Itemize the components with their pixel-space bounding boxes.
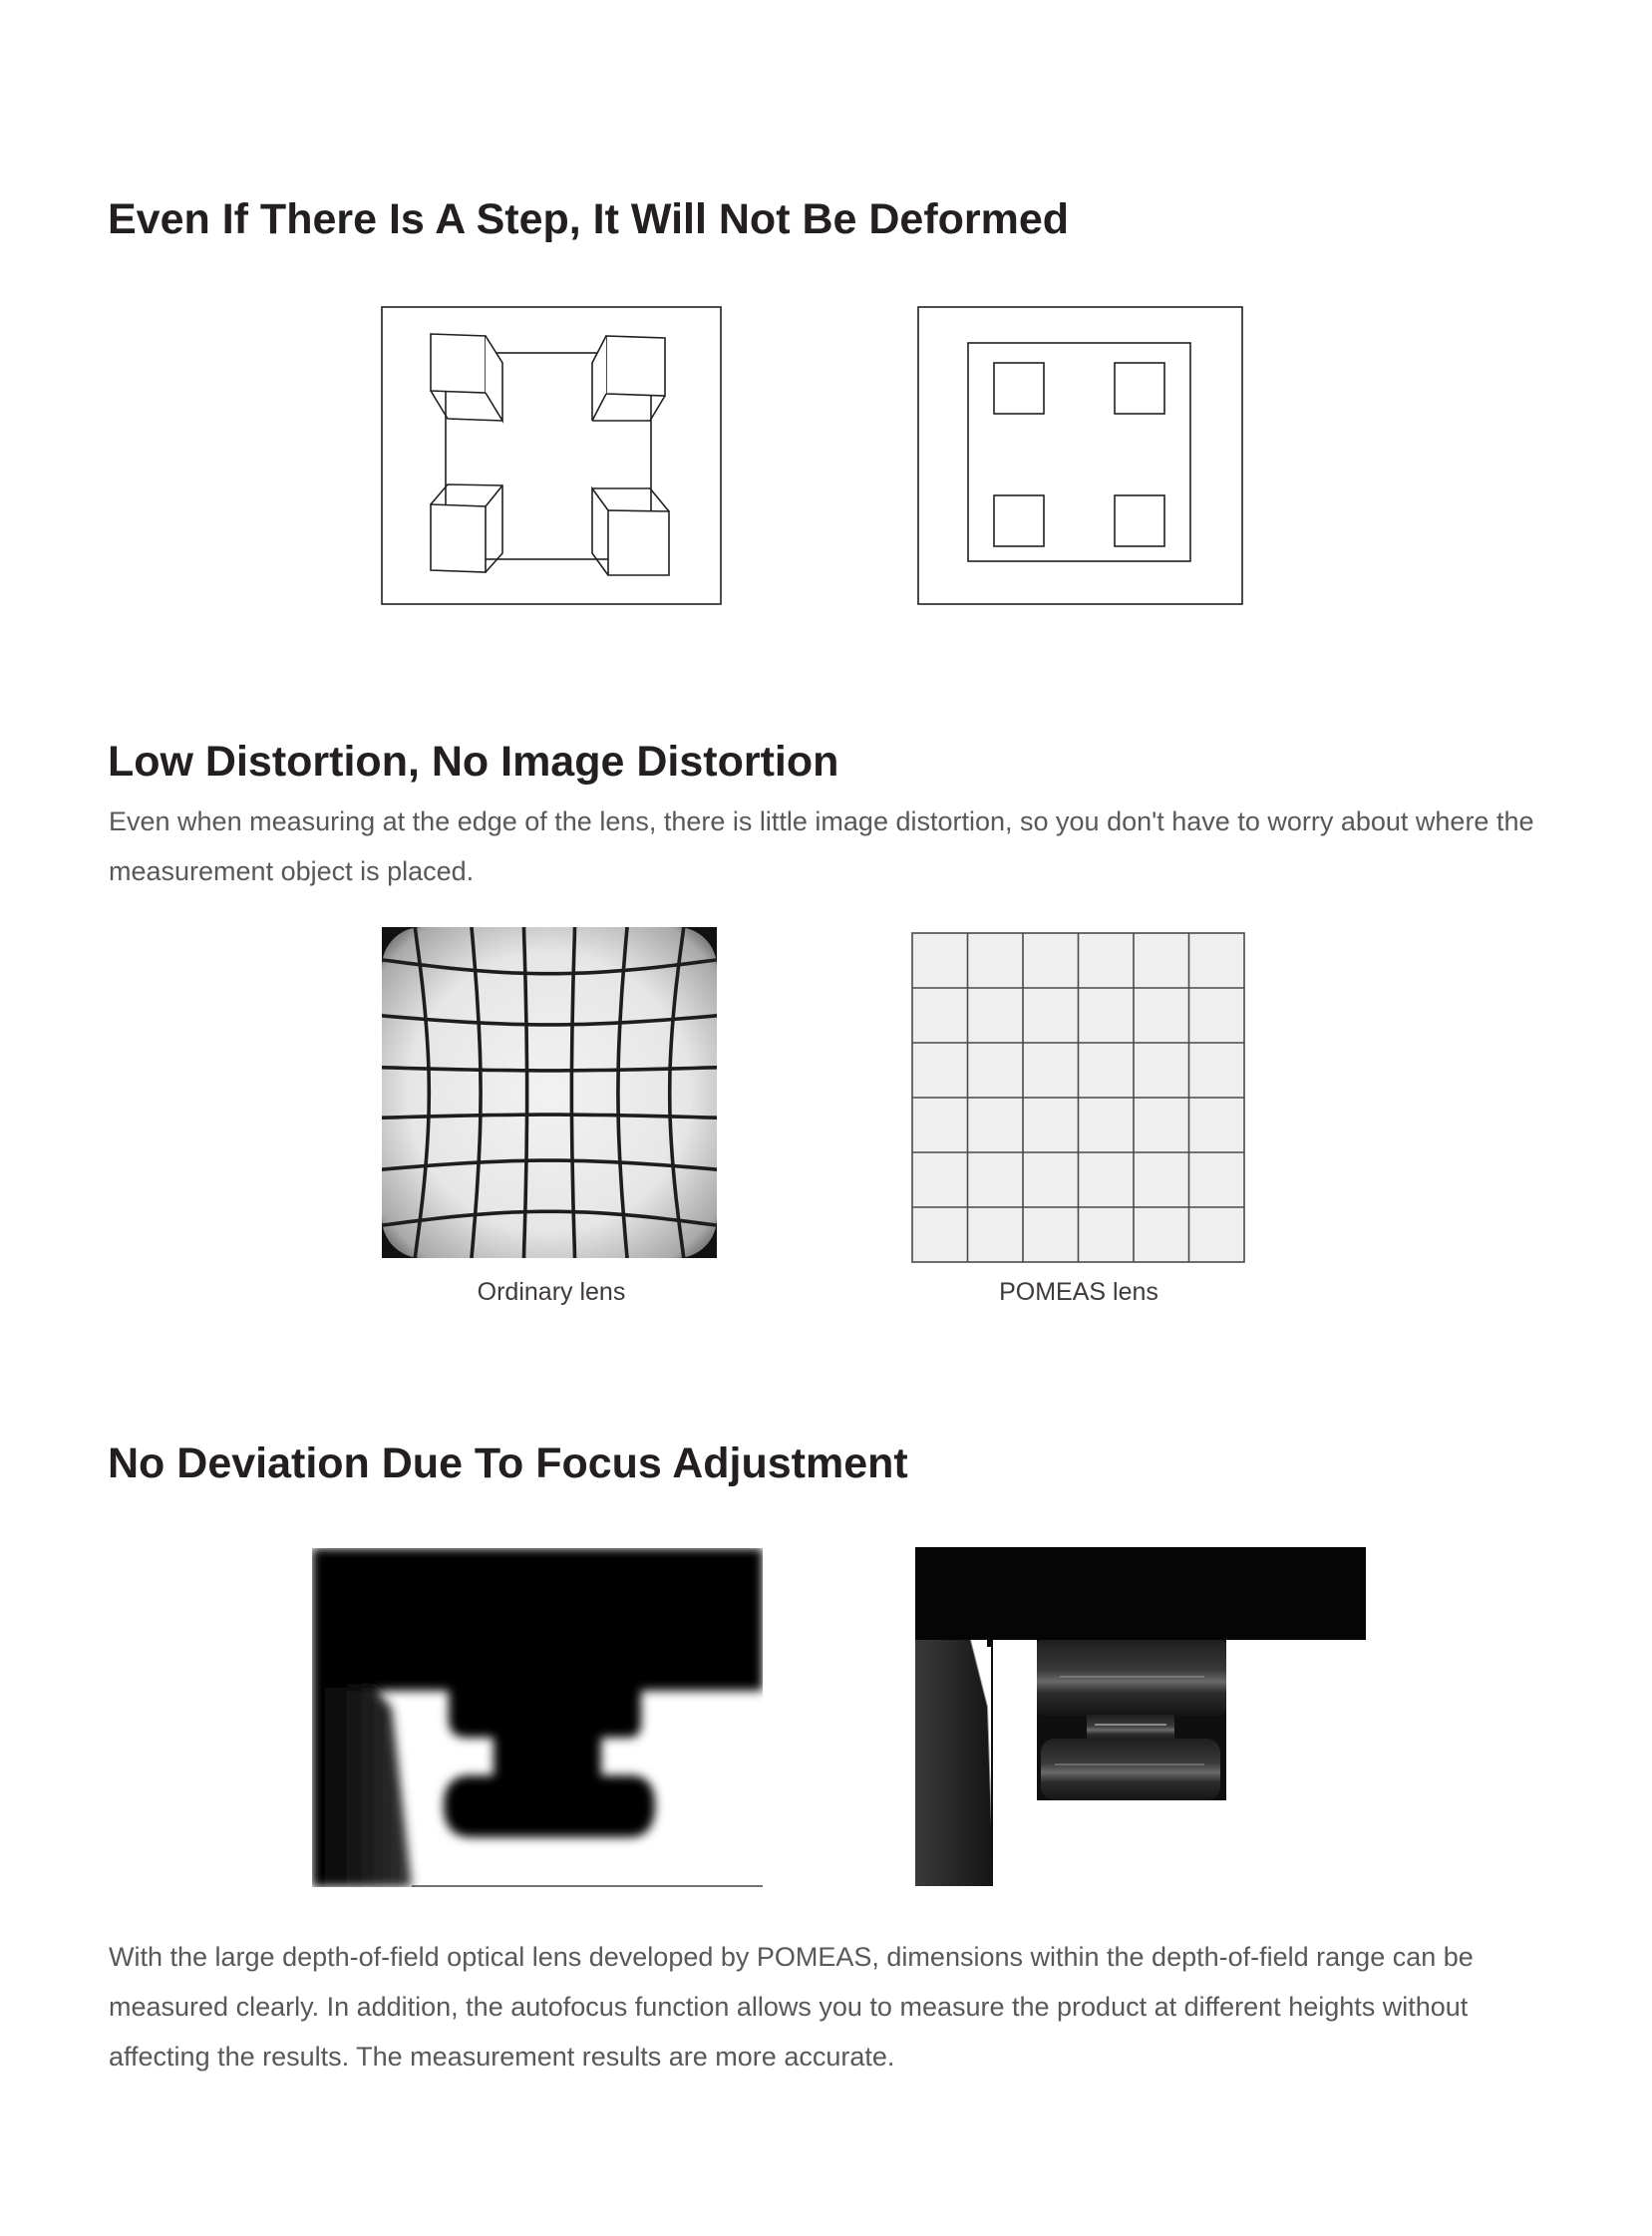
distortion-description: Even when measuring at the edge of the lens, there is little image distortion, so you don't have to worry about where the measurement object is placed. <box>109 806 1534 886</box>
focus-description: With the large depth-of-field optical lens developed by POMEAS, dimensions within the depth-of-field range can be measured clearly. In addition, the autofocus function allows you to measure the product at different heights without affecting the results. The measurement results are more accurate. <box>109 1942 1474 2072</box>
pomeas-lens-grid-image <box>911 932 1245 1263</box>
pomeas-lens-caption: POMEAS lens <box>999 1278 1158 1306</box>
defocused-part-photo <box>312 1548 763 1887</box>
undeformed-steps-diagram <box>917 306 1243 605</box>
section-title-distortion: Low Distortion, No Image Distortion <box>108 738 839 786</box>
deformed-steps-diagram <box>381 306 722 605</box>
ordinary-lens-caption: Ordinary lens <box>477 1278 626 1306</box>
focused-part-photo <box>915 1547 1366 1886</box>
section-title-step: Even If There Is A Step, It Will Not Be Deformed <box>108 195 1070 243</box>
section-title-focus: No Deviation Due To Focus Adjustment <box>108 1439 908 1487</box>
ordinary-lens-grid-image <box>382 927 717 1258</box>
